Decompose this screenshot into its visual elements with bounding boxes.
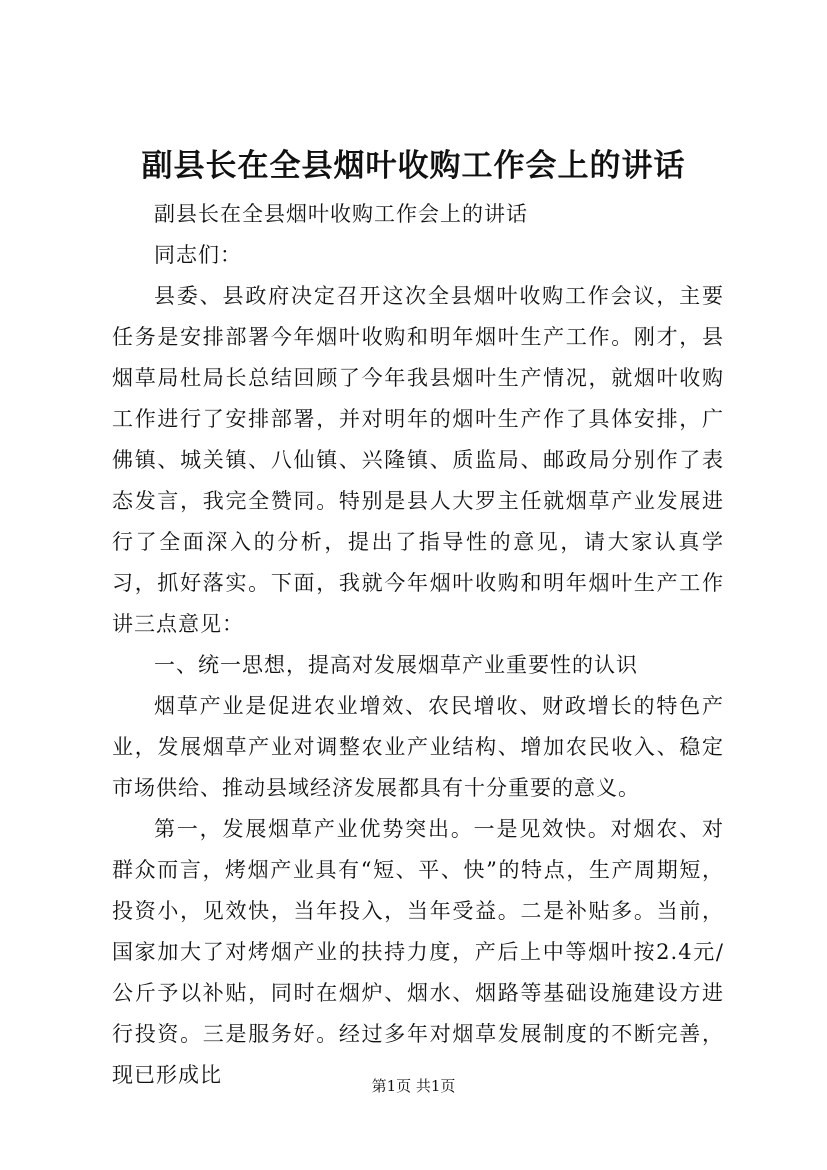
paragraph-industry: 烟草产业是促进农业增效、农民增收、财政增长的特色产业，发展烟草产业对调整农业产业结构、增加农民收入、稳定市场供给、推动县域经济发展都具有十分重要的意义。	[112, 694, 724, 800]
paragraph-subtitle: 副县长在全县烟叶收购工作会上的讲话	[154, 202, 528, 226]
paragraph-salutation: 同志们：	[154, 243, 242, 267]
paragraph-intro: 县委、县政府决定召开这次全县烟叶收购工作会议，主要任务是安排部署今年烟叶收购和明年烟叶生产工作。刚才，县烟草局杜局长总结回顾了今年我县烟叶生产情况，就烟叶收购工作进行了安排部署，并对明年的烟叶生产作了具体安排，广佛镇、城关镇、八仙镇、兴隆镇、质监局、邮政局分别作了表态发言，我完全赞同。特别是县人大罗主任就烟草产业发展进行了全面深入的分析，提出了指导性的意见，请大家认真学习，抓好落实。下面，我就今年烟叶收购和明年烟叶生产工作讲三点意见：	[112, 284, 724, 636]
document-title: 副县长在全县烟叶收购工作会上的讲话	[141, 148, 686, 184]
section-heading: 一、统一思想，提高对发展烟草产业重要性的认识	[154, 653, 638, 677]
document-body	[112, 194, 724, 1096]
page-footer: 第1页 共1页	[371, 1077, 456, 1095]
paragraph-advantages: 第一，发展烟草产业优势突出。一是见效快。对烟农、对群众而言，烤烟产业具有“短、平、快”的特点，生产周期短，投资小，见效快，当年投入，当年受益。二是补贴多。当前，国家加大了对烤烟产业的扶持力度，产后上中等烟叶按2.4元/公斤予以补贴，同时在烟炉、烟水、烟路等基础设施建设方进行投资。三是服务好。经过多年对烟草发展制度的不断完善，现已形成比	[112, 817, 724, 1087]
